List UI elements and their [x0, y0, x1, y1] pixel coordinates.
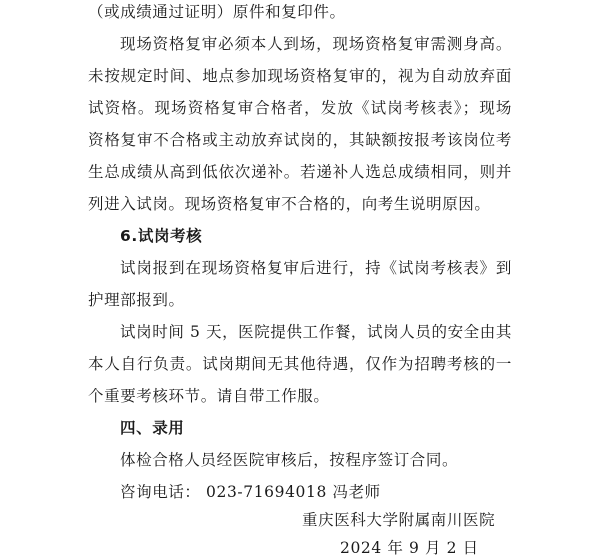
line-text: 试岗报到在现场资格复审后进行，持《试岗考核表》到	[120, 259, 512, 277]
line-text: 列进入试岗。现场资格复审不合格的，向考生说明原因。	[88, 195, 491, 213]
heading-text: 6.试岗考核	[120, 227, 203, 245]
line-text: 体检合格人员经医院审核后，按程序签订合同。	[120, 451, 459, 469]
contact-text: 咨询电话： 023-71694018 冯老师	[120, 483, 381, 501]
line-text: 个重要考核环节。请自带工作服。	[88, 387, 330, 405]
paragraph-line	[120, 450, 458, 470]
paragraph-line	[120, 34, 512, 54]
paragraph-line	[88, 194, 491, 214]
line-text: 未按规定时间、地点参加现场资格复审的，视为自动放弃面	[88, 67, 512, 85]
line-text: 本人自行负责。试岗期间无其他待遇，仅作为招聘考核的一	[88, 355, 512, 373]
heading-text: 四、录用	[120, 419, 185, 437]
paragraph-line	[88, 386, 330, 406]
paragraph-line	[88, 98, 512, 118]
signature-organization	[302, 510, 495, 530]
organization-text: 重庆医科大学附属南川医院	[302, 511, 496, 529]
paragraph-line	[88, 162, 512, 182]
signature-date	[340, 538, 479, 558]
section-heading	[120, 226, 202, 246]
paragraph-line	[120, 322, 512, 342]
section-heading	[120, 418, 184, 438]
paragraph-line	[88, 66, 512, 86]
paragraph-line	[88, 130, 512, 150]
line-text: 现场资格复审必须本人到场，现场资格复审需测身高。	[120, 35, 512, 53]
line-text: 试岗时间 5 天，医院提供工作餐，试岗人员的安全由其	[120, 323, 512, 341]
paragraph-line	[88, 2, 346, 22]
line-text: 资格复审不合格或主动放弃试岗的，其缺额按报考该岗位考	[88, 131, 512, 149]
paragraph-line	[88, 354, 512, 374]
paragraph-line	[88, 290, 185, 310]
line-text: 生总成绩从高到低依次递补。若递补人选总成绩相同，则并	[88, 163, 512, 181]
line-text: 试资格。现场资格复审合格者，发放《试岗考核表》；现场	[88, 99, 512, 117]
line-text: 护理部报到。	[88, 291, 185, 309]
paragraph-line	[120, 258, 512, 278]
date-text: 2024 年 9 月 2 日	[340, 539, 479, 557]
line-text: （或成绩通过证明）原件和复印件。	[88, 3, 346, 21]
contact-line	[120, 482, 381, 502]
